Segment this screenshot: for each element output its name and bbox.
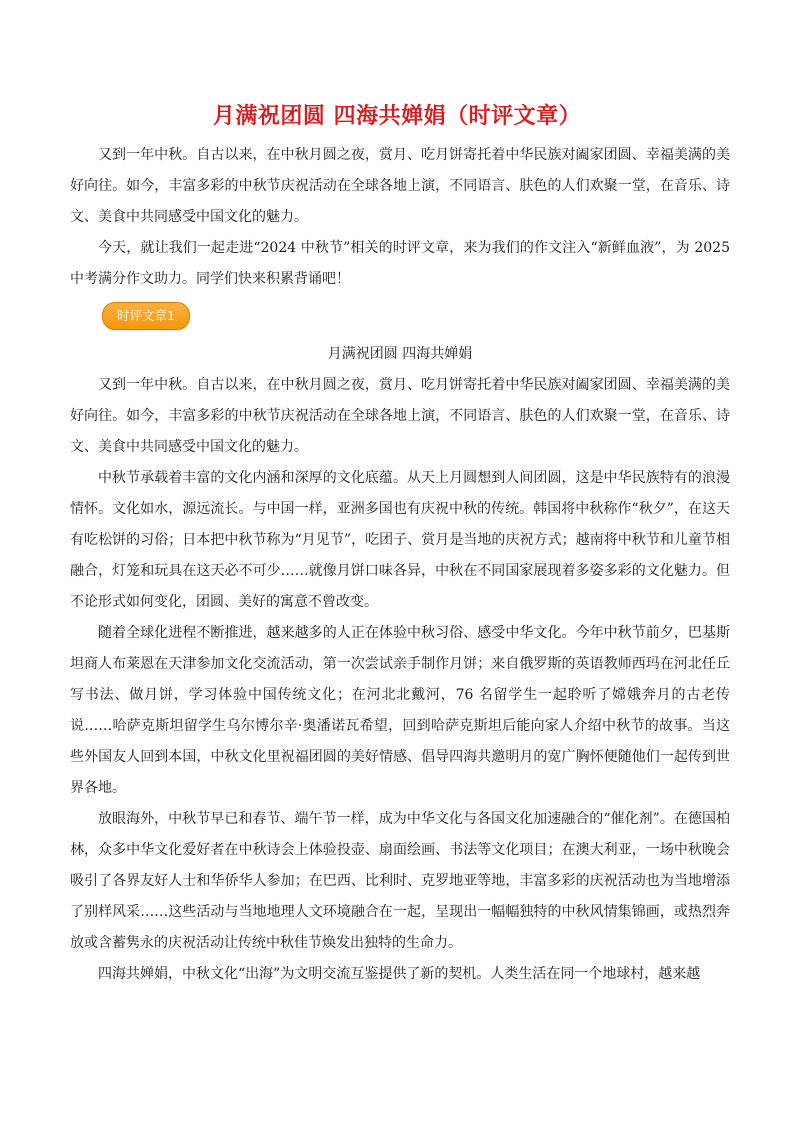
intro-paragraph-1: 又到一年中秋。自古以来，在中秋月圆之夜，赏月、吃月饼寄托着中华民族对阖家团圆、幸福美满的美好向往。如今，丰富多彩的中秋节庆祝活动在全球各地上演，不同语言、肤色的人们欢聚一堂，在音乐、诗文、美食中共同感受中国文化的魅力。 [70,147,730,225]
section-header [70,295,730,337]
article-paragraph-1: 又到一年中秋。自古以来，在中秋月圆之夜，赏月、吃月饼寄托着中华民族对阖家团圆、幸福美满的美好向往。如今，丰富多彩的中秋节庆祝活动在全球各地上演，不同语言、肤色的人们欢聚一堂，在音乐、诗文、美食中共同感受中国文化的魅力。 [70,377,730,455]
article-paragraph-3: 随着全球化进程不断推进，越来越多的人正在体验中秋习俗、感受中华文化。今年中秋节前夕，巴基斯坦商人布莱恩在天津参加文化交流活动，第一次尝试亲手制作月饼；来自俄罗斯的英语教师西玛在河北任丘写书法、做月饼，学习体验中国传统文化；在河北北戴河，76 名留学生一起聆听了嫦娥奔月的古老传说……哈萨克斯坦留学生乌尔博尔辛·奥潘诺瓦希望，回到哈萨克斯坦后能向家人介绍中秋节的故事。当这些外国友人回到本国，中秋文化里祝福团圆的美好情感、倡导四海共邀明月的宽广胸怀便随他们一起传到世界各地。 [70,625,730,796]
article-title: 月满祝团圆 四海共婵娟 [327,346,473,362]
intro-paragraph-2: 今天，就让我们一起走进“2024 中秋节”相关的时评文章，来为我们的作文注入“新鲜血液”，为 2025 中考满分作文助力。同学们快来积累背诵吧！ [70,240,730,287]
page-title: 月满祝团圆 四海共婵娟（时评文章） [212,104,582,129]
article-paragraph-2: 中秋节承载着丰富的文化内涵和深厚的文化底蕴。从天上月圆想到人间团圆，这是中华民族特有的浪漫情怀。文化如水，源远流长。与中国一样，亚洲多国也有庆祝中秋的传统。韩国将中秋称作“秋夕”，在这天有吃松饼的习俗；日本把中秋节称为“月见节”，吃团子、赏月是当地的庆祝方式；越南将中秋节和儿童节相融合，灯笼和玩具在这天必不可少……就像月饼口味各异，中秋在不同国家展现着多姿多彩的文化魅力。但不论形式如何变化，团圆、美好的寓意不曾改变。 [70,470,730,610]
article-paragraph-5: 四海共婵娟，中秋文化“出海”为文明交流互鉴提供了新的契机。人类生活在同一个地球村，越来越 [98,966,701,982]
article-paragraph-4: 放眼海外，中秋节早已和春节、端午节一样，成为中华文化与各国文化加速融合的“催化剂”。在德国柏林，众多中华文化爱好者在中秋诗会上体验投壶、扇面绘画、书法等文化项目；在澳大利亚，一场中秋晚会吸引了各界友好人士和华侨华人参加；在巴西、比利时、克罗地亚等地，丰富多彩的庆祝活动也为当地增添了别样风采……这些活动与当地地理人文环境融合在一起，呈现出一幅幅独特的中秋风情集锦画，或热烈奔放或含蓄隽永的庆祝活动让传统中秋佳节焕发出独特的生命力。 [70,811,730,951]
section-badge: 时评文章1 [102,302,190,330]
document-body [70,140,730,990]
